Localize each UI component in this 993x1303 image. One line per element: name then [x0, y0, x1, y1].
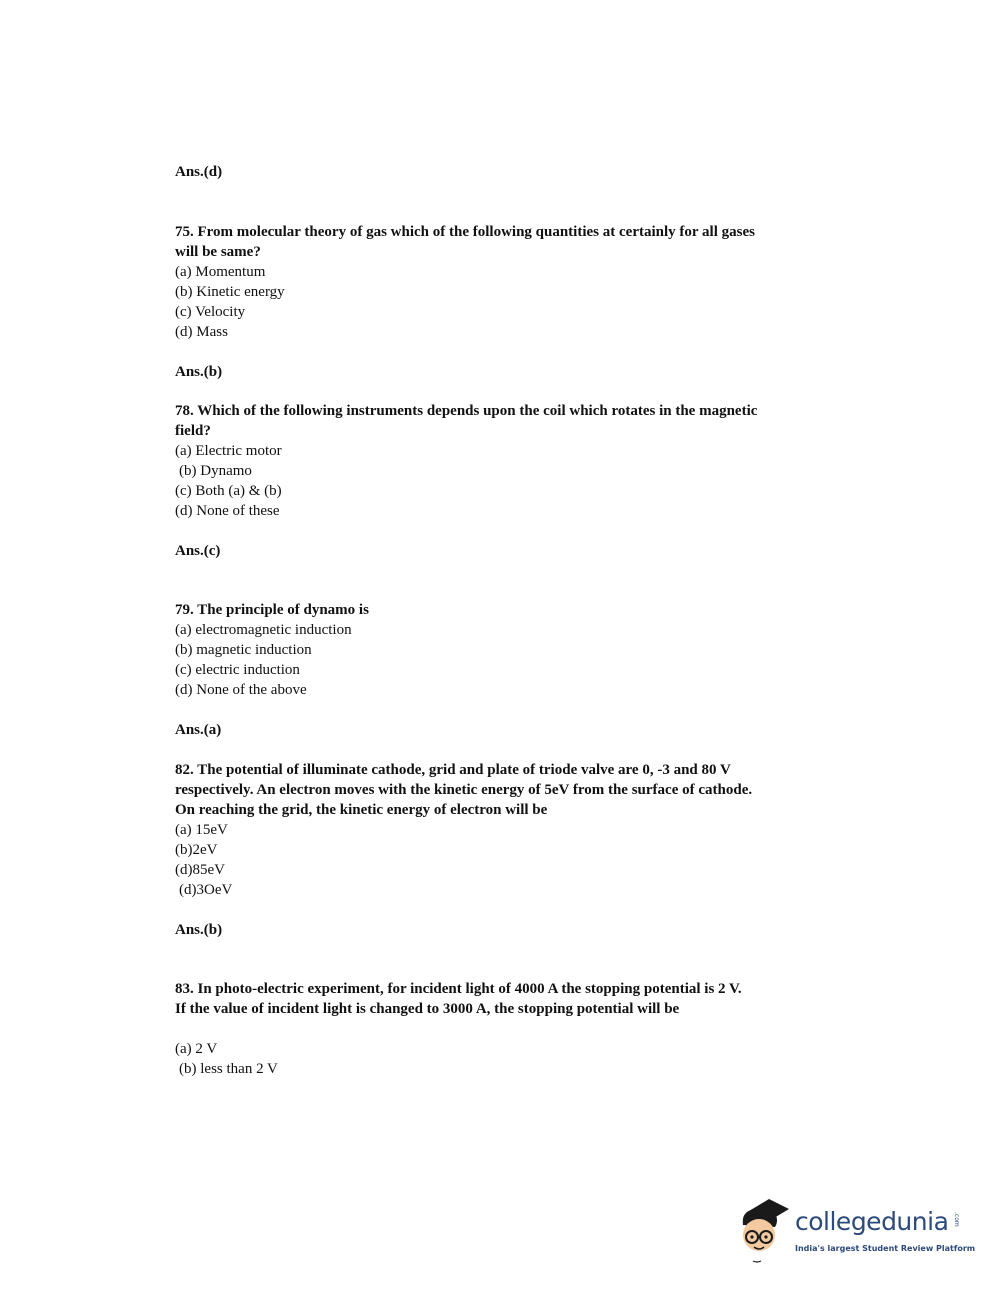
answer: Ans.(c) — [175, 543, 221, 559]
logo-brand-text: collegedunia — [795, 1207, 949, 1236]
option: (c) Both (a) & (b) — [175, 483, 282, 499]
option: (d)85eV — [175, 862, 225, 878]
question-79 — [175, 600, 875, 740]
question-text: 82. The potential of illuminate cathode, grid and plate of triode valve are 0, -3 and 80 V — [175, 762, 731, 778]
question-text: 75. From molecular theory of gas which of the following quantities at certainly for all gases — [175, 224, 755, 240]
option: (a) Electric motor — [175, 443, 282, 459]
answer: Ans.(a) — [175, 722, 222, 738]
answer-prev: Ans.(d) — [175, 164, 223, 180]
question-text: 83. In photo-electric experiment, for incident light of 4000 A the stopping potential is 2 V. — [175, 981, 742, 997]
question-text: 78. Which of the following instruments depends upon the coil which rotates in the magnetic — [175, 403, 758, 419]
answer: Ans.(b) — [175, 922, 223, 938]
option: (b)2eV — [175, 842, 218, 858]
question-text: respectively. An electron moves with the kinetic energy of 5eV from the surface of cathode. — [175, 782, 753, 798]
option: (b) magnetic induction — [175, 642, 312, 658]
question-text: On reaching the grid, the kinetic energy of electron will be — [175, 802, 548, 818]
question-text: 79. The principle of dynamo is — [175, 602, 369, 618]
option: (a) electromagnetic induction — [175, 622, 352, 638]
option: (b) Kinetic energy — [175, 284, 285, 300]
question-78 — [175, 401, 875, 561]
question-83 — [175, 979, 875, 1079]
option: (c) electric induction — [175, 662, 300, 678]
option: (a) 2 V — [175, 1041, 218, 1057]
question-text: If the value of incident light is changed to 3000 A, the stopping potential will be — [175, 1001, 680, 1017]
option: (a) 15eV — [175, 822, 228, 838]
option: (d)3OeV — [179, 882, 233, 898]
question-75 — [175, 222, 875, 382]
option: (d) Mass — [175, 324, 228, 340]
student-mascot-icon — [735, 1195, 795, 1265]
collegedunia-logo[interactable] — [735, 1195, 976, 1265]
logo-tagline: India's largest Student Review Platform — [795, 1244, 976, 1253]
option: (c) Velocity — [175, 304, 246, 320]
option: (a) Momentum — [175, 264, 266, 280]
question-text: will be same? — [175, 244, 261, 260]
option: (d) None of these — [175, 503, 280, 519]
answer: Ans.(b) — [175, 364, 223, 380]
option: (b) less than 2 V — [179, 1061, 278, 1077]
logo-suffix: .com — [953, 1212, 960, 1227]
question-82 — [175, 760, 875, 940]
option: (d) None of the above — [175, 682, 307, 698]
question-text: field? — [175, 423, 211, 439]
option: (b) Dynamo — [179, 463, 252, 479]
